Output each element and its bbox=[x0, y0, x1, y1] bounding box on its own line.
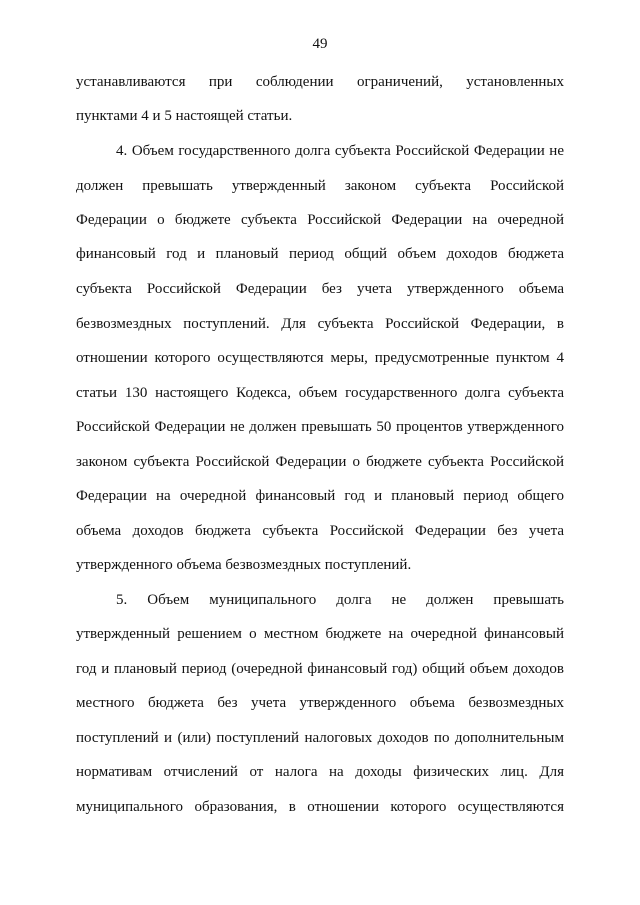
page-number: 49 bbox=[312, 36, 328, 52]
text-line: безвозмездных поступлений. Для субъекта Российской Федерации, в bbox=[76, 316, 564, 332]
text-line: местного бюджета без учета утвержденного объема безвозмездных bbox=[76, 695, 564, 711]
text-line: субъекта Российской Федерации без учета утвержденного объема bbox=[76, 281, 564, 297]
text-line: объема доходов бюджета субъекта Российской Федерации без учета bbox=[76, 523, 564, 539]
text-line: Федерации о бюджете субъекта Российской Федерации на очередной bbox=[76, 212, 564, 228]
text-line: пунктами 4 и 5 настоящей статьи. bbox=[76, 108, 293, 124]
text-line: Российской Федерации не должен превышать 50 процентов утвержденного bbox=[76, 419, 564, 435]
text-line: утвержденного объема безвозмездных поступлений. bbox=[76, 557, 412, 573]
text-line: муниципального образования, в отношении которого осуществляются bbox=[76, 799, 564, 815]
text-line: Федерации на очередной финансовый год и плановый период общего bbox=[76, 488, 564, 504]
text-line: финансовый год и плановый период общий объем доходов бюджета bbox=[76, 246, 564, 262]
text-line: должен превышать утвержденный законом субъекта Российской bbox=[76, 178, 564, 194]
text-line: поступлений и (или) поступлений налоговых доходов по дополнительным bbox=[76, 730, 564, 746]
text-line: отношении которого осуществляются меры, предусмотренные пунктом 4 bbox=[76, 350, 564, 366]
text-line: статьи 130 настоящего Кодекса, объем государственного долга субъекта bbox=[76, 385, 564, 401]
text-line: нормативам отчислений от налога на доходы физических лиц. Для bbox=[76, 764, 564, 780]
text-line: год и плановый период (очередной финансовый год) общий объем доходов bbox=[76, 661, 564, 677]
text-line: утвержденный решением о местном бюджете на очередной финансовый bbox=[76, 626, 564, 642]
text-line: законом субъекта Российской Федерации о бюджете субъекта Российской bbox=[76, 454, 564, 470]
paragraph-4-start: 4. Объем государственного долга субъекта Российской Федерации не bbox=[116, 143, 564, 159]
text-line: устанавливаются при соблюдении ограничений, установленных bbox=[76, 74, 564, 90]
paragraph-5-start: 5. Объем муниципального долга не должен превышать bbox=[116, 592, 564, 608]
